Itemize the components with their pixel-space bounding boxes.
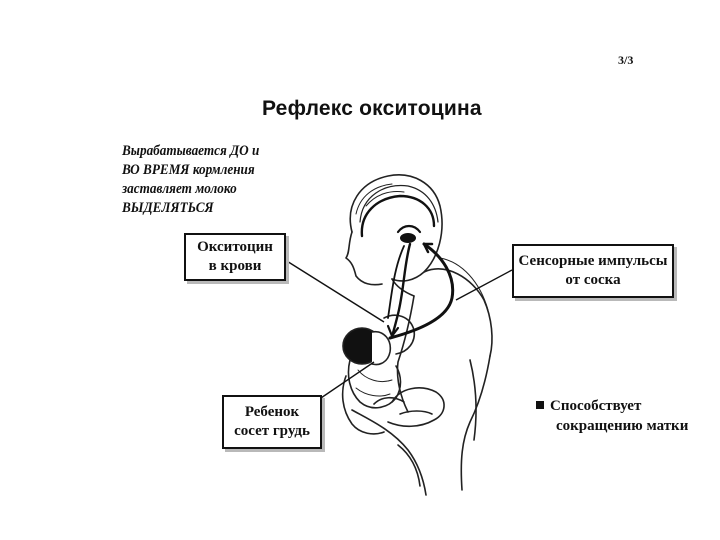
oxytocin-label-box: [184, 233, 286, 281]
mother-arm: [388, 388, 444, 426]
uterus-note: [536, 396, 688, 436]
label-line: Сенсорные импульсы: [518, 253, 668, 269]
mother-torso: [397, 296, 414, 412]
label-line: Окситоцин: [197, 239, 273, 255]
label-line: сосет грудь: [234, 423, 310, 439]
note-line: Способствует: [550, 398, 642, 414]
label-line: от соска: [565, 272, 621, 288]
baby-label-box: [222, 395, 322, 449]
bullet-square-icon: [536, 401, 544, 409]
mother-head-outline: [350, 175, 442, 281]
note-line: сокращению матки: [556, 418, 689, 434]
page-number: 3/3: [618, 53, 634, 67]
intro-line: ВЫДЕЛЯТЬСЯ: [122, 200, 214, 216]
intro-line: Вырабатывается ДО и: [122, 143, 260, 159]
mother-shoulder: [424, 269, 492, 356]
intro-line: заставляет молоко: [122, 181, 237, 197]
leader-baby: [318, 362, 374, 400]
label-line: в крови: [208, 258, 262, 274]
leader-sensory: [456, 270, 512, 300]
page-title: Рефлекс окситоцина: [262, 97, 482, 120]
pituitary: [400, 233, 416, 243]
intro-text: [122, 142, 289, 218]
mother-face: [346, 232, 382, 285]
leader-oxytocin: [282, 258, 384, 322]
oxytocin-pathway: [392, 244, 410, 336]
intro-line: ВО ВРЕМЯ кормления: [122, 162, 255, 178]
oxytocin-pathway-2: [388, 246, 404, 318]
sensory-label-box: [512, 244, 674, 298]
baby-face: [372, 332, 390, 365]
baby-blanket: [348, 360, 400, 408]
label-line: Ребенок: [244, 404, 300, 420]
brain-outline: [362, 196, 434, 236]
